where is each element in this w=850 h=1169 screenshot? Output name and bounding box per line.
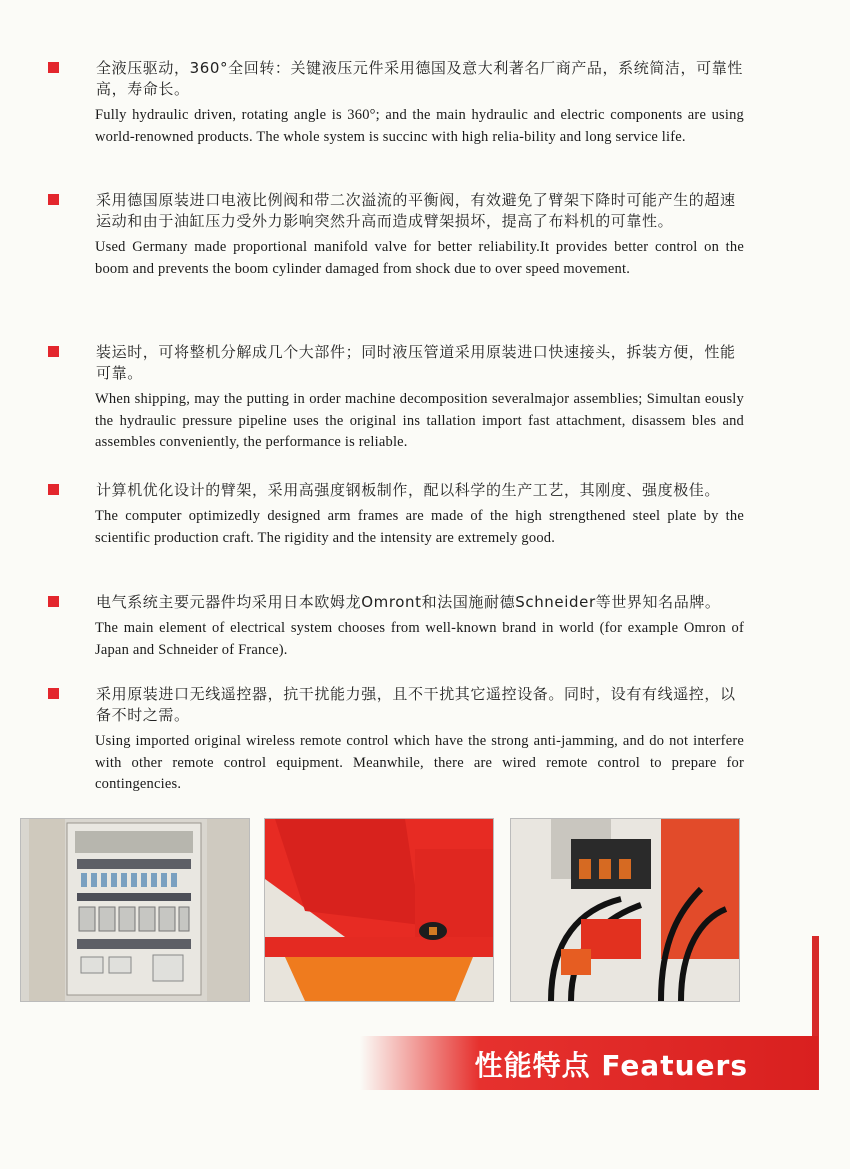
feature-text-chinese: 采用德国原装进口电液比例阀和带二次溢流的平衡阀，有效避免了臂架下降时可能产生的超速运动和由于油缸压力受外力影响突然升高而造成臂架损坏，提高了布料机的可靠性。 [96,191,736,230]
feature-text-english: The computer optimizedly designed arm frames are made of the high strengthened steel plate by the scientific production craft. The rigidity and the intensity are extremely good. [95,508,744,546]
bullet-square-icon [48,346,59,357]
banner-title: 性能特点 Featuers [474,1049,748,1082]
bullet-square-icon [48,596,59,607]
bullet-square-icon [48,484,59,495]
section-banner [360,1036,818,1090]
feature-text-chinese: 采用原装进口无线遥控器，抗干扰能力强，且不干扰其它遥控设备。同时，设有有线遥控，以备不时之需。 [96,685,736,724]
feature-item [44,58,744,148]
feature-text-chinese: 装运时，可将整机分解成几个大部件；同时液压管道采用原装进口快速接头，拆装方便，性能可靠。 [96,343,736,382]
bullet-square-icon [48,688,59,699]
feature-text-chinese: 计算机优化设计的臂架，采用高强度钢板制作，配以科学的生产工艺，其刚度、强度极佳。 [96,481,721,499]
hydraulic-valve-photo [510,818,740,1002]
feature-text-english: Used Germany made proportional manifold valve for better reliability.It provides better control on the boom and prevents the boom cylinder damaged from shock due to over speed movement. [95,239,744,277]
bullet-square-icon [48,194,59,205]
feature-item [44,592,744,661]
red-boom-base-photo [264,818,494,1002]
feature-item [44,342,744,454]
feature-text-chinese: 全液压驱动，360°全回转：关键液压元件采用德国及意大利著名厂商产品，系统简洁，可靠性高，寿命长。 [96,59,743,98]
bullet-square-icon [48,62,59,73]
feature-item [44,684,744,796]
feature-text-english: The main element of electrical system chooses from well-known brand in world (for example Omron of Japan and Schneider of France). [95,620,744,658]
feature-item [44,480,744,549]
feature-text-chinese: 电气系统主要元器件均采用日本欧姆龙Omront和法国施耐德Schneider等世界知名品牌。 [96,593,721,611]
feature-text-english: When shipping, may the putting in order machine decomposition severalmajor assemblies; Simultan eously the hydraulic pressure pipeline uses the original ins tallation import fast attachment, disassem bles and assembles conveniently, the performance is reliable. [95,391,744,450]
electrical-cabinet-photo [20,818,250,1002]
feature-item [44,190,744,280]
feature-text-english: Fully hydraulic driven, rotating angle is 360°; and the main hydraulic and electric components are using world-renowned products. The whole system is succinc with high relia-bility and long service life. [95,107,744,145]
feature-text-english: Using imported original wireless remote control which have the strong anti-jamming, and do not interfere with other remote control equipment. Meanwhile, there are wired remote control to prepare for contingencies. [95,733,744,792]
